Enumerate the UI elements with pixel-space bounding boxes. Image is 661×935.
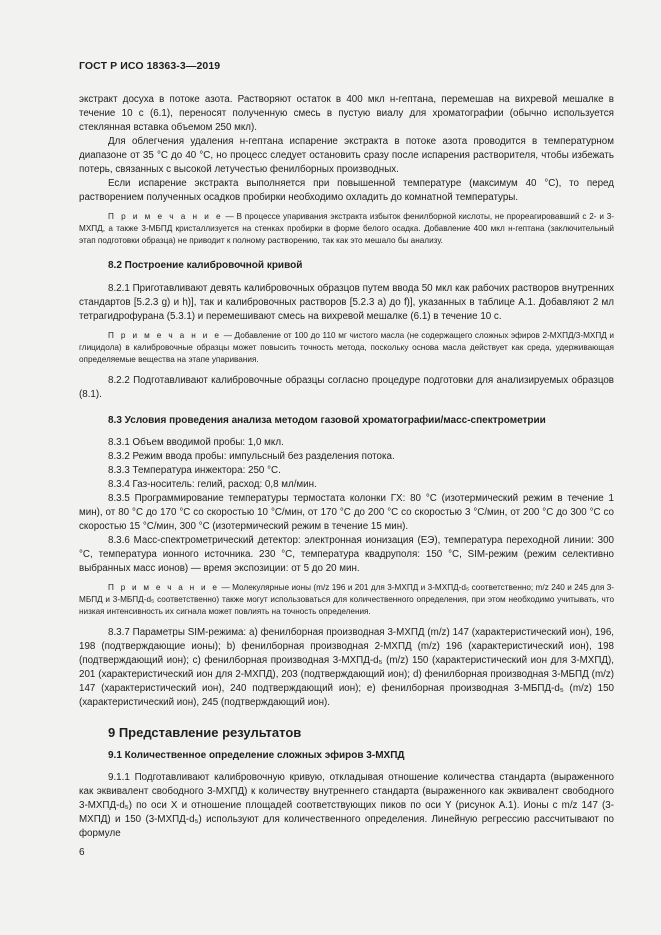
paragraph-hexane: Для облегчения удаления н-гептана испарение экстракта в потоке азота проводится в температурном диапазоне от 35 °С до 40 °С, но процесс следует остановить сразу после испарения растворителя, чтобы избежать потерь, связанных с высокой летучестью фенилборных производных. bbox=[79, 136, 614, 175]
note-1 bbox=[79, 211, 614, 247]
heading-9-1: 9.1 Количественное определение сложных эфиров 3-МХПД bbox=[108, 750, 405, 761]
note-2-text: — Добавление от 100 до 110 мг чистого масла (не содержащего сложных эфиров 2-МХПД/3-МХПД и глицидола) в калибровочные образцы может повысить точность метода, поскольку основа масла действует как среда, удерживающая определяемые вещества на этапе упаривания. bbox=[79, 331, 614, 364]
note-label: П р и м е ч а н и е bbox=[108, 331, 222, 340]
heading-8-2: 8.2 Построение калибровочной кривой bbox=[108, 260, 303, 271]
list-item: 8.3.1 Объем вводимой пробы: 1,0 мкл. bbox=[108, 437, 284, 448]
paragraph-8-2-2: 8.2.2 Подготавливают калибровочные образцы согласно процедуре подготовки для анализируемых образцов (8.1). bbox=[79, 375, 614, 400]
paragraph-intro: экстракт досуха в потоке азота. Растворяют остаток в 400 мкл н-гептана, перемешав на вихревой мешалке в течение 10 с (6.1), переносят полученную смесь в пустую виалу для хроматографии (обычно используется стеклянная вставка объемом 250 мкл). bbox=[79, 94, 614, 133]
list-item: 8.3.2 Режим ввода пробы: импульсный без разделения потока. bbox=[108, 451, 395, 462]
list-item: 8.3.4 Газ-носитель: гелий, расход: 0,8 мл/мин. bbox=[108, 479, 317, 490]
heading-8-3: 8.3 Условия проведения анализа методом газовой хроматографии/масс-спектрометрии bbox=[108, 415, 546, 426]
note-2 bbox=[79, 330, 614, 366]
note-label: П р и м е ч а н и е bbox=[108, 583, 220, 592]
paragraph-9-1-1: 9.1.1 Подготавливают калибровочную кривую, откладывая отношение количества стандарта (выраженного как эквивалент свободного 3-МХПД) к количеству внутреннего стандарта (выраженного как эквивалент свободного 3-МХПД-d₅) по оси X и отношение площадей соответствующих пиков по оси Y (рисунок А.1). Ионы с m/z 147 (3-МХПД) и 150 (3-МХПД-d₅) используют для количественного определения. Линейную регрессию рассчитывают по формуле bbox=[79, 772, 614, 839]
paragraph-evaporation: Если испарение экстракта выполняется при повышенной температуре (максимум 40 °С), то перед растворением полученных осадков пробирки необходимо охладить до комнатной температуры. bbox=[79, 178, 614, 203]
list-item: 8.3.6 Масс-спектрометрический детектор: электронная ионизация (ЕЭ), температура переходной линии: 300 °С, температура ионного источника. 230 °С, температура квадруполя: 150 °С, SIM-режим (режим селективно выбранных масс ионов) — время экспозиции: от 5 до 20 мин. bbox=[79, 535, 614, 574]
paragraph-8-2-1: 8.2.1 Приготавливают девять калибровочных образцов путем ввода 50 мкл как рабочих растворов внутренних стандартов [5.2.3 g) и h)], так и калибровочных растворов [5.2.3 a) до f)], указанных в таблице А.1. Добавляют 2 мл тетрагидрофурана (5.3.1) и перемешивают смесь на вихревой мешалке (6.1) в течение 10 с. bbox=[79, 283, 614, 322]
document-header: ГОСТ Р ИСО 18363-3—2019 bbox=[79, 60, 221, 72]
list-item: 8.3.3 Температура инжектора: 250 °С. bbox=[108, 465, 281, 476]
heading-9: 9 Представление результатов bbox=[108, 725, 302, 740]
note-label: П р и м е ч а н и е bbox=[108, 212, 223, 221]
note-3 bbox=[79, 582, 614, 618]
paragraph-8-3-7: 8.3.7 Параметры SIM-режима: a) фенилборная производная 3-МХПД (m/z) 147 (характеристический ион), 196, 198 (подтверждающие ионы); b) фенилборная производная 2-МХПД (m/z) 196 (характеристический ион), 198 (подтверждающий ион); c) фенилборная производная 3-МХПД-d₅ (m/z) 150 (характеристический ион для 3-МХПД), 201 (характеристический ион для 2-МХПД), 203 (подтверждающий ион); d) фенилборная производная 3-МБПД (m/z) 147 (характеристический ион), 240 подтверждающий ион); e) фенилборная производная 3-МБПД-d₅ (m/z) 150 (характеристический ион), 245 (подтверждающий ион). bbox=[79, 627, 614, 708]
note-1-text: — В процессе упаривания экстракта избыток фенилборной кислоты, не прореагировавший с 2- и 3-МХПД, а также 3-МБПД кристаллизуется на стенках пробирки в форме белого осадка. Добавление 400 мкл н-гептана (заключительный этап подготовки образца) не приводит к полному растворению, так как это мешало бы анализу. bbox=[79, 212, 615, 245]
list-8-3 bbox=[79, 436, 614, 576]
document-body bbox=[79, 93, 614, 841]
page-number: 6 bbox=[79, 847, 85, 858]
note-3-text: — Молекулярные ионы (m/z 196 и 201 для 3-МХПД и 3-МХПД-d₅ соответственно; m/z 240 и 245 для 3-МБПД и 3-МБПД-d₅ соответственно) также могут использоваться для количественного определения, при этом необходимо учитывать, что низкая интенсивность их сигнала может повлиять на точность определения. bbox=[79, 583, 614, 616]
list-item: 8.3.5 Программирование температуры термостата колонки ГХ: 80 °С (изотермический режим в течение 1 мин), от 80 °С до 170 °С со скоростью 10 °С/мин, от 170 °С до 200 °С со скоростью 3 °С/мин, от 200 °С до 300 °С со скоростью 15 °С/мин, 300 °С (изотермический режим в течение 15 мин). bbox=[79, 493, 614, 532]
